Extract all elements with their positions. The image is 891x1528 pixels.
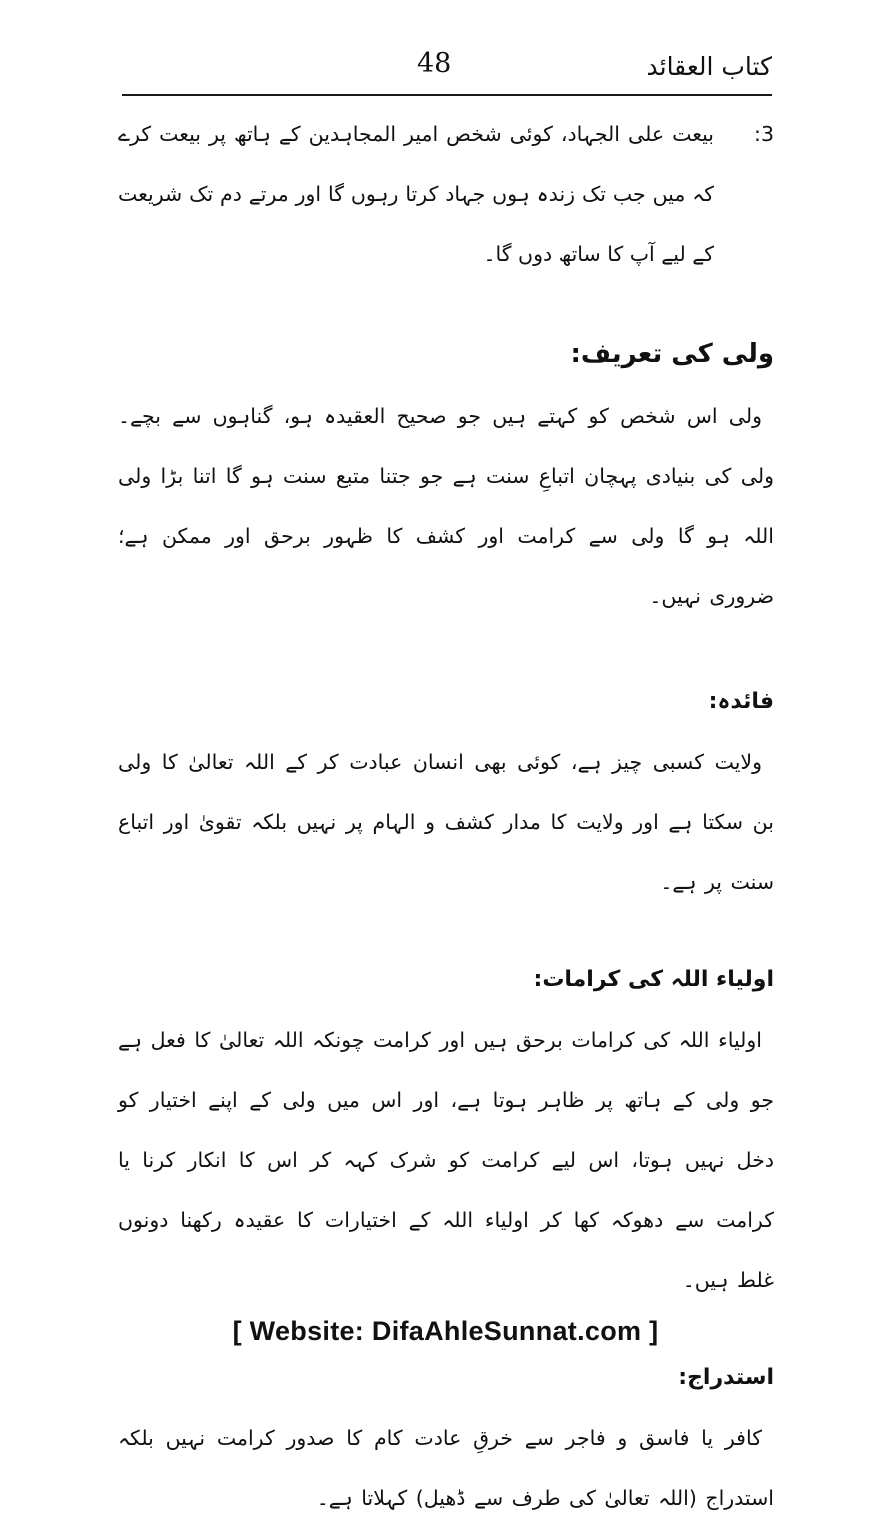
header-divider xyxy=(122,94,772,96)
istidraj-text: کافر یا فاسق و فاجر سے خرقِ عادت کام کا صدور کرامت نہیں بلکہ استدراج (اللہ تعالیٰ کی طرف سے ڈھیل) کہلاتا ہے۔ xyxy=(118,1426,774,1510)
karamat-heading: اولیاء اللہ کی کرامات: xyxy=(533,967,774,992)
wali-definition-text: ولی اس شخص کو کہتے ہیں جو صحیح العقیدہ ہو، گناہوں سے بچے۔ ولی کی بنیادی پہچان اتباعِ سنت ہے جو جتنا متبع سنت ہو گا اتنا بڑا ولی اللہ ہو گا ولی سے کرامت اور کشف کا ظہور برحق اور ممکن ہے؛ ضروری نہیں۔ xyxy=(118,404,774,608)
page-body xyxy=(118,104,774,1528)
item-3-text: بیعت علی الجہاد، کوئی شخص امیر المجاہدین کے ہاتھ پر بیعت کرے کہ میں جب تک زندہ ہوں جہاد کرتا رہوں گا اور مرتے دم تک شریعت کے لیے آپ کا ساتھ دوں گا۔ xyxy=(118,122,714,266)
page-header xyxy=(122,48,772,88)
wali-definition-heading: ولی کی تعریف: xyxy=(570,339,774,369)
website-footer: [ Website: DifaAhleSunnat.com ] xyxy=(232,1316,659,1346)
karamat-text: اولیاء اللہ کی کرامات برحق ہیں اور کرامت چونکہ اللہ تعالیٰ کا فعل ہے جو ولی کے ہاتھ پر ظاہر ہوتا ہے، اور اس میں ولی کے اپنے اختیار کو دخل نہیں ہوتا، اس لیے کرامت کو شرک کہہ کر اس کا انکار کرنا یا کرامت سے دھوکہ کھا کر اولیاء اللہ کے اختیارات کا عقیدہ رکھنا دونوں غلط ہیں۔ xyxy=(118,1028,774,1292)
numbered-item-3 xyxy=(118,104,774,284)
item-number: 3: xyxy=(754,122,774,146)
faida-heading: فائدہ: xyxy=(708,689,774,714)
faida-text: ولایت کسبی چیز ہے، کوئی بھی انسان عبادت کر کے اللہ تعالیٰ کا ولی بن سکتا ہے اور ولایت کا مدار کشف و الہام پر نہیں بلکہ تقویٰ اور اتباع سنت پر ہے۔ xyxy=(118,750,774,894)
book-title: کتاب العقائد xyxy=(646,52,772,81)
page-number: 48 xyxy=(417,48,452,79)
istidraj-heading: استدراج: xyxy=(678,1365,774,1390)
